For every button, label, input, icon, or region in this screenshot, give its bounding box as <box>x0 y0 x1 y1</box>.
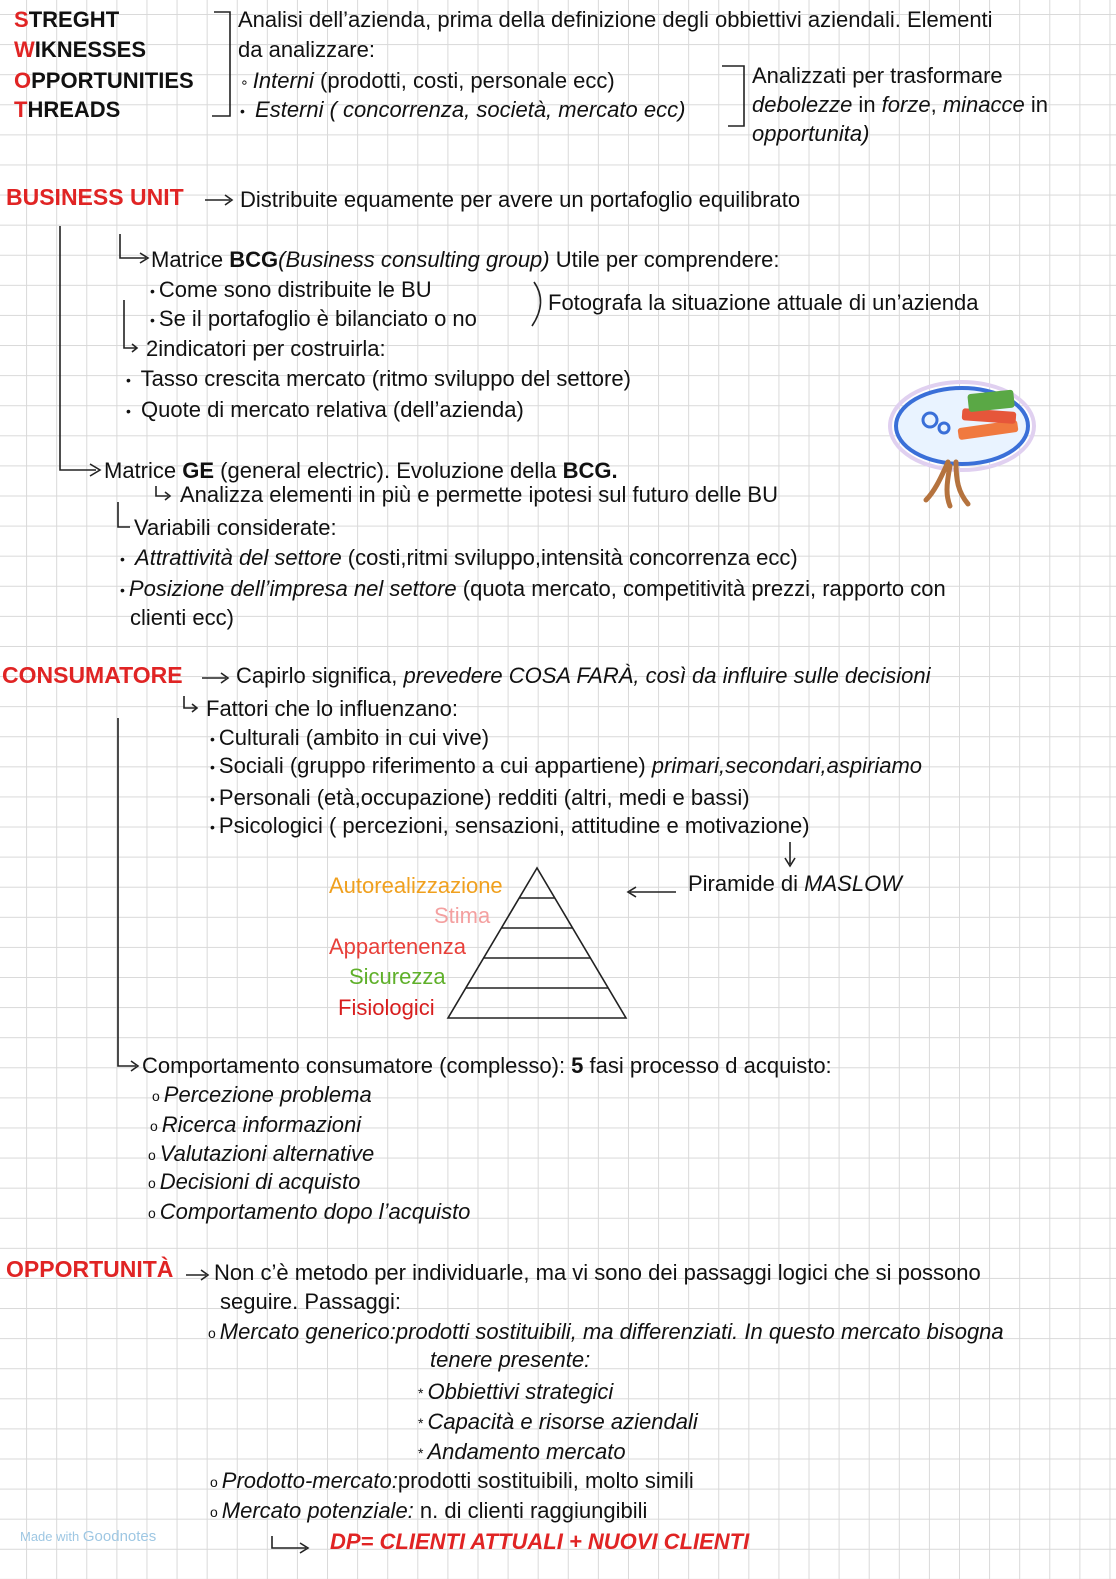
cons-fattore-4: • Psicologici ( percezioni, sensazioni, attitudine e motivazione) <box>210 813 810 838</box>
ge-var-2: • Posizione dell’impresa nel settore (quota mercato, competitività prezzi, rapporto con <box>120 576 946 601</box>
bcg-indicatori: 2indicatori per costruirla: <box>146 336 386 361</box>
fase-5: o Comportamento dopo l’acquisto <box>148 1199 471 1224</box>
swot-strength: STREGHT <box>14 7 120 32</box>
maslow-level-3: Appartenenza <box>329 934 466 959</box>
opp-prodotto-mercato: o Prodotto-mercato:prodotti sostituibili, molto simili <box>210 1468 694 1493</box>
bcg-foto: Fotografa la situazione attuale di un’azienda <box>548 290 979 315</box>
opp-desc-2: seguire. Passaggi: <box>220 1289 401 1314</box>
swot-side-line1: Analizzati per trasformare <box>752 63 1003 88</box>
bcg-item-1: • Come sono distribuite le BU <box>150 277 432 302</box>
ge-sub: Analizza elementi in più e permette ipotesi sul futuro delle BU <box>180 482 778 507</box>
opp-strategia-3: * Andamento mercato <box>418 1439 626 1464</box>
maslow-level-5: Fisiologici <box>338 995 435 1020</box>
business-unit-heading: BUSINESS UNIT <box>6 184 184 210</box>
cons-fattore-1: • Culturali (ambito in cui vive) <box>210 725 490 750</box>
swot-weakness: WIKNESSES <box>14 37 147 62</box>
maslow-level-2: Stima <box>434 903 491 928</box>
opportunita-heading: OPPORTUNITÀ <box>6 1256 174 1282</box>
swot-desc-line2: da analizzare: <box>238 37 375 62</box>
fase-1: o Percezione problema <box>152 1082 372 1107</box>
bcg-indicatore-2: • Quote di mercato relativa (dell’azienda) <box>126 397 524 422</box>
cons-fattore-3: • Personali (età,occupazione) redditi (altri, medi e bassi) <box>210 785 750 810</box>
cons-desc: Capirlo significa, prevedere COSA FARÀ, così da influire sulle decisioni <box>236 663 931 688</box>
books-table-sticker-icon <box>890 382 1034 506</box>
swot-side-line2: debolezze in forze, minacce in <box>752 92 1048 117</box>
maslow-level-1: Autorealizzazione <box>329 873 503 898</box>
swot-opportunities: OPPORTUNITIES <box>14 68 194 93</box>
swot-threads: THREADS <box>14 97 121 122</box>
comp-title: Comportamento consumatore (complesso): 5 fasi processo d acquisto: <box>142 1053 832 1078</box>
opp-mercato-generico: o Mercato generico:prodotti sostituibili, ma differenziati. In questo mercato bisogna <box>208 1319 1004 1344</box>
consumatore-heading: CONSUMATORE <box>2 662 183 688</box>
bu-desc: Distribuite equamente per avere un portafoglio equilibrato <box>240 187 801 212</box>
opp-mg-cont: tenere presente: <box>430 1347 591 1372</box>
ge-title: Matrice GE (general electric). Evoluzione della BCG. <box>104 458 618 483</box>
maslow-label: Piramide di MASLOW <box>688 871 902 896</box>
ge-var-1: • Attrattività del settore (costi,ritmi sviluppo,intensità concorrenza ecc) <box>120 545 798 570</box>
bcg-indicatore-1: • Tasso crescita mercato (ritmo sviluppo del settore) <box>126 366 631 391</box>
bcg-item-2: • Se il portafoglio è bilanciato o no <box>150 306 477 331</box>
ge-var-2-cont: clienti ecc) <box>130 605 234 630</box>
cons-fattore-2: • Sociali (gruppo riferimento a cui appartiene) primari,secondari,aspiriamo <box>210 753 923 778</box>
swot-side-line3: opportunita) <box>752 121 870 146</box>
fase-2: o Ricerca informazioni <box>150 1112 362 1137</box>
opp-strategia-2: * Capacità e risorse aziendali <box>418 1409 698 1434</box>
ge-variabili: Variabili considerate: <box>134 515 337 540</box>
opp-desc-1: Non c’è metodo per individuarle, ma vi sono dei passaggi logici che si possono <box>214 1260 981 1285</box>
opp-strategia-1: * Obbiettivi strategici <box>418 1379 614 1404</box>
cons-fattori: Fattori che lo influenzano: <box>206 696 458 721</box>
swot-desc-line1: Analisi dell’azienda, prima della definizione degli obbiettivi aziendali. Elementi <box>238 7 993 32</box>
swot-esterni: • Esterni ( concorrenza, società, mercato ecc) <box>240 97 686 122</box>
maslow-level-4: Sicurezza <box>349 964 446 989</box>
opp-dp-formula: DP= CLIENTI ATTUALI + NUOVI CLIENTI <box>330 1529 750 1554</box>
goodnotes-watermark: Made with Goodnotes <box>20 1528 157 1545</box>
opp-mercato-potenziale: o Mercato potenziale: n. di clienti raggiungibili <box>210 1498 648 1523</box>
swot-interni: ∘ Interni (prodotti, costi, personale ecc) <box>240 68 615 93</box>
fase-4: o Decisioni di acquisto <box>148 1169 361 1194</box>
bcg-title: Matrice BCG(Business consulting group) Utile per comprendere: <box>151 247 780 272</box>
fase-3: o Valutazioni alternative <box>148 1141 375 1166</box>
